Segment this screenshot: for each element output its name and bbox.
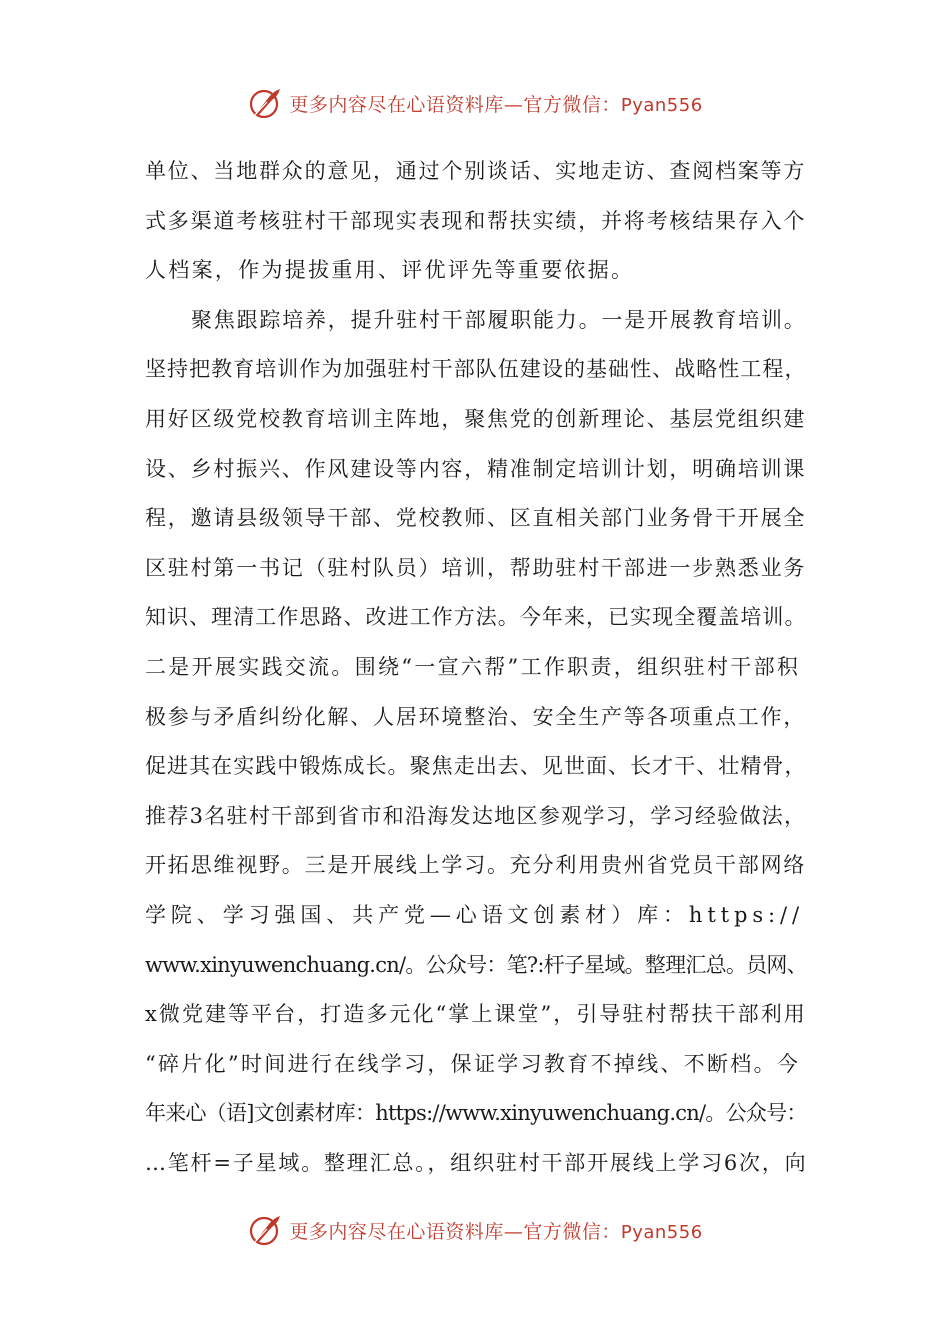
body-line: 用好区级党校教育培训主阵地，聚焦党的创新理论、基层党组织建: [145, 406, 807, 431]
body-line: …笔杆=子星域。整理汇总。，组织驻村干部开展线上学习6次，向: [145, 1150, 808, 1175]
quill-pen-icon: [247, 1212, 283, 1248]
body-line: 设、乡村振兴、作风建设等内容，精准制定培训计划，明确培训课: [145, 456, 807, 481]
document-body: [145, 147, 809, 1188]
body-line: 式多渠道考核驻村干部现实表现和帮扶实绩，并将考核结果存入个: [145, 208, 807, 233]
body-line: 极参与矛盾纠纷化解、人居环境整治、安全生产等各项重点工作，: [145, 704, 807, 729]
banner-wechat-id: Pyan556: [620, 1221, 703, 1243]
body-line: 开拓思维视野。三是开展线上学习。充分利用贵州省党员干部网络: [145, 853, 807, 878]
body-line: 二是开展实践交流。围绕“一宣六帮”工作职责，组织驻村干部积: [145, 654, 801, 679]
body-line: 程，邀请县级领导干部、党校教师、区直相关部门业务骨干开展全: [145, 506, 807, 531]
body-line: 知识、理清工作思路、改进工作方法。今年来，已实现全覆盖培训。: [145, 605, 807, 630]
header-watermark-banner: [0, 81, 950, 125]
paragraph-start-line: 聚焦跟踪培养，提升驻村干部履职能力。一是开展教育培训。: [191, 307, 807, 332]
body-line: 单位、当地群众的意见，通过个别谈话、实地走访、查阅档案等方: [145, 159, 807, 183]
body-line: 年来心（语]文创素材库：https://www.xinyuwenchuang.cn/。公众号：: [145, 1101, 807, 1126]
body-line: 坚持把教育培训作为加强驻村干部队伍建设的基础性、战略性工程，: [145, 357, 807, 382]
body-line: www.xinyuwenchuang.cn/。公众号：笔?:杆子星域。整理汇总。员网、: [145, 952, 807, 977]
banner-main-text: 更多内容尽在心语资料库—官方微信：: [289, 93, 621, 116]
body-line: 促进其在实践中锻炼成长。聚焦走出去、见世面、长才干、壮精骨，: [145, 754, 807, 779]
footer-watermark-banner: [0, 1208, 950, 1252]
body-line: 学院、学习强国、共产党—心语文创素材）库：https://: [145, 902, 804, 927]
banner-wechat-id: Pyan556: [620, 94, 703, 116]
banner-text: [289, 90, 702, 117]
body-line: 推荐3名驻村干部到省市和沿海发达地区参观学习，学习经验做法，: [145, 803, 807, 828]
body-line: 区驻村第一书记（驻村队员）培训，帮助驻村干部进一步熟悉业务: [145, 555, 807, 580]
body-line: x微党建等平台，打造多元化“掌上课堂”，引导驻村帮扶干部利用: [145, 1002, 807, 1027]
banner-text: [289, 1217, 702, 1244]
banner-main-text: 更多内容尽在心语资料库—官方微信：: [289, 1220, 621, 1243]
body-line: 人档案，作为提拔重用、评优评先等重要依据。: [145, 258, 635, 283]
body-line: “碎片化”时间进行在线学习，保证学习教育不掉线、不断档。今: [145, 1051, 801, 1076]
quill-pen-icon: [247, 85, 283, 121]
